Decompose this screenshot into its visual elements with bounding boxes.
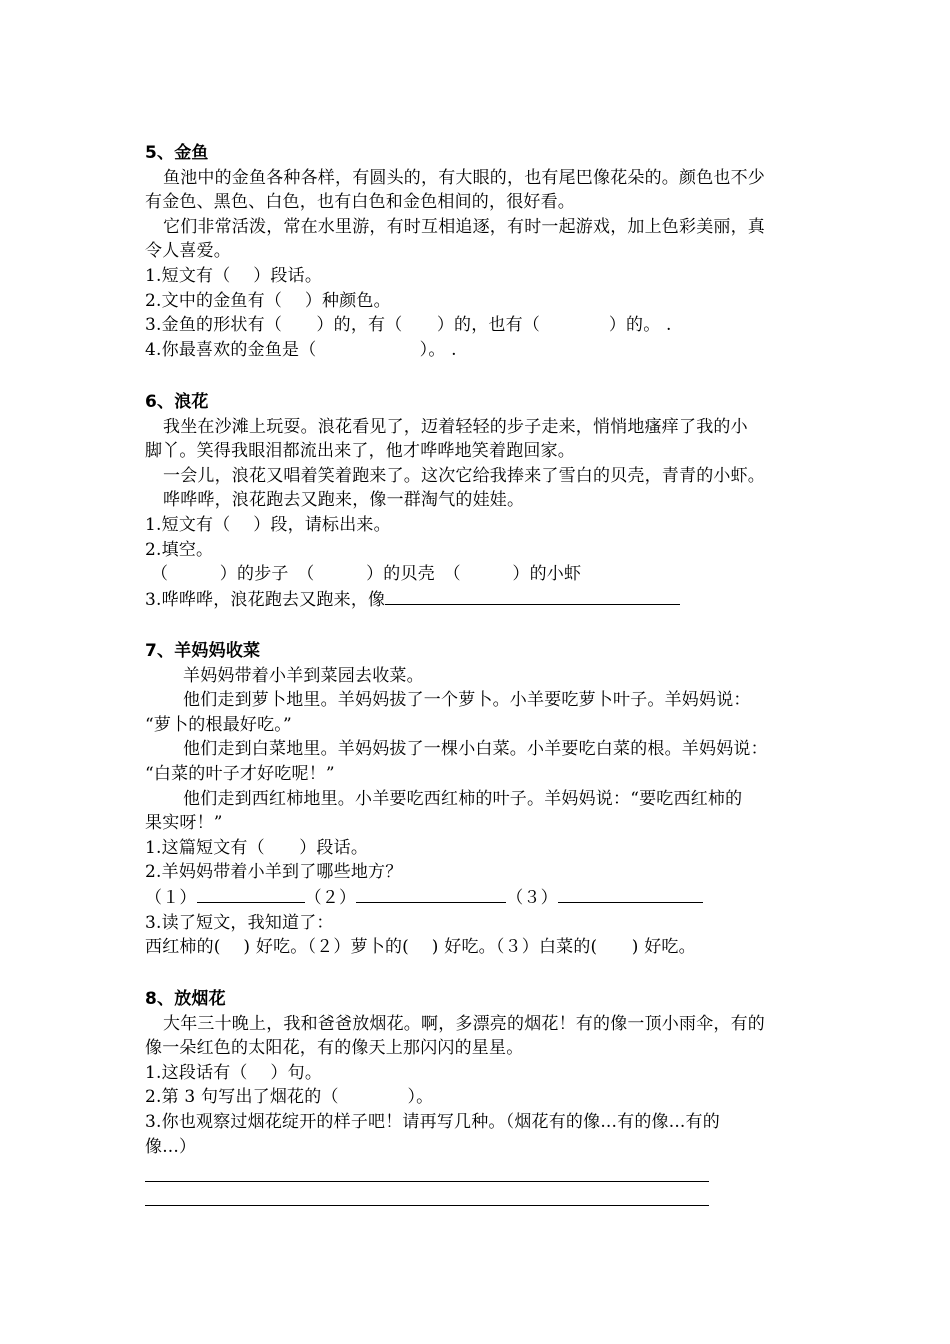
paragraph-line: “萝卜的根最好吃。” xyxy=(145,714,292,735)
answer-blank[interactable] xyxy=(558,885,703,903)
answer-blank[interactable] xyxy=(385,587,680,605)
paragraph-line: 果实呀！” xyxy=(145,813,223,834)
question: 2.羊妈妈带着小羊到了哪些地方？ xyxy=(145,862,403,883)
paragraph-line: 哗哗哗，浪花跑去又跑来，像一群淘气的娃娃。 xyxy=(163,490,525,511)
question: 3.金鱼的形状有（ ）的，有（ ）的，也有（ ）的。 . xyxy=(145,315,672,336)
question: 像...） xyxy=(145,1136,197,1157)
section-title: 7、羊妈妈收菜 xyxy=(145,641,261,661)
question: 1.这篇短文有（ ）段话。 xyxy=(145,837,369,858)
section-goldfish xyxy=(145,141,825,362)
item-number: （３） xyxy=(506,887,558,908)
paragraph-line: 我坐在沙滩上玩耍。浪花看见了，迈着轻轻的步子走来，悄悄地瘙痒了我的小 xyxy=(163,416,748,437)
paragraph-line: 他们走到西红柿地里。小羊要吃西红柿的叶子。羊妈妈说：“要吃西红柿的 xyxy=(183,788,743,809)
paragraph-line: 他们走到萝卜地里。羊妈妈拔了一个萝卜。小羊要吃萝卜叶子。羊妈妈说： xyxy=(183,690,751,711)
paragraph-line: 它们非常活泼，常在水里游，有时互相追逐，有时一起游戏，加上色彩美丽，真 xyxy=(163,216,765,237)
writing-line[interactable] xyxy=(145,1181,709,1182)
question: 4.你最喜欢的金鱼是（ ）。 . xyxy=(145,339,457,360)
paragraph-line: 大年三十晚上，我和爸爸放烟花。啊，多漂亮的烟花！有的像一顶小雨伞，有的 xyxy=(163,1013,765,1034)
answer-row: 西红柿的( ) 好吃。（２）萝卜的( ) 好吃。（３）白菜的( ) 好吃。 xyxy=(145,937,696,958)
writing-line[interactable] xyxy=(145,1205,709,1206)
paragraph-line: 脚丫。笑得我眼泪都流出来了，他才哗哗地笑着跑回家。 xyxy=(145,441,575,462)
question: 2.文中的金鱼有（ ）种颜色。 xyxy=(145,290,391,311)
item-number: （１） xyxy=(145,887,197,908)
item-number: （２） xyxy=(304,887,357,908)
answer-blank[interactable] xyxy=(197,885,305,903)
answer-blank[interactable] xyxy=(356,885,506,903)
question: 3.你也观察过烟花绽开的样子吧！请再写几种。（烟花有的像...有的像...有的 xyxy=(145,1111,720,1132)
section-title: 5、金鱼 xyxy=(145,143,209,163)
question: 2.第 3 句写出了烟花的（ ）。 xyxy=(145,1087,434,1108)
section-fireworks xyxy=(145,987,825,1159)
paragraph-line: 一会儿，浪花又唱着笑着跑来了。这次它给我捧来了雪白的贝壳，青青的小虾。 xyxy=(163,465,765,486)
question: 1.这段话有（ ）句。 xyxy=(145,1062,323,1083)
paragraph-line: 令人喜爱。 xyxy=(145,241,231,262)
section-sheep-harvest xyxy=(145,639,825,960)
question: 3.读了短文，我知道了： xyxy=(145,912,334,933)
question: 1.短文有（ ）段，请标出来。 xyxy=(145,514,391,535)
question xyxy=(145,587,825,613)
paragraph-line: 像一朵红色的太阳花，有的像天上那闪闪的星星。 xyxy=(145,1038,524,1059)
answer-row xyxy=(145,885,825,911)
section-waves xyxy=(145,390,825,612)
paragraph-line: 他们走到白菜地里。羊妈妈拔了一棵小白菜。小羊要吃白菜的根。羊妈妈说： xyxy=(183,739,768,760)
question: 2.填空。 xyxy=(145,539,214,560)
paragraph-line: 鱼池中的金鱼各种各样，有圆头的，有大眼的，也有尾巴像花朵的。颜色也不少 xyxy=(163,167,765,188)
paragraph-line: “白菜的叶子才好吃呢！” xyxy=(145,763,335,784)
question: 1.短文有（ ）段话。 xyxy=(145,265,323,286)
section-title: 8、放烟花 xyxy=(145,989,226,1009)
question-text: 3.哗哗哗，浪花跑去又跑来，像 xyxy=(145,589,386,610)
paragraph-line: 有金色、黑色、白色，也有白色和金色相间的，很好看。 xyxy=(145,192,575,213)
fill-blanks: （ ）的步子 （ ）的贝壳 （ ）的小虾 xyxy=(151,564,582,585)
paragraph-line: 羊妈妈带着小羊到菜园去收菜。 xyxy=(183,665,424,686)
section-title: 6、浪花 xyxy=(145,392,209,412)
